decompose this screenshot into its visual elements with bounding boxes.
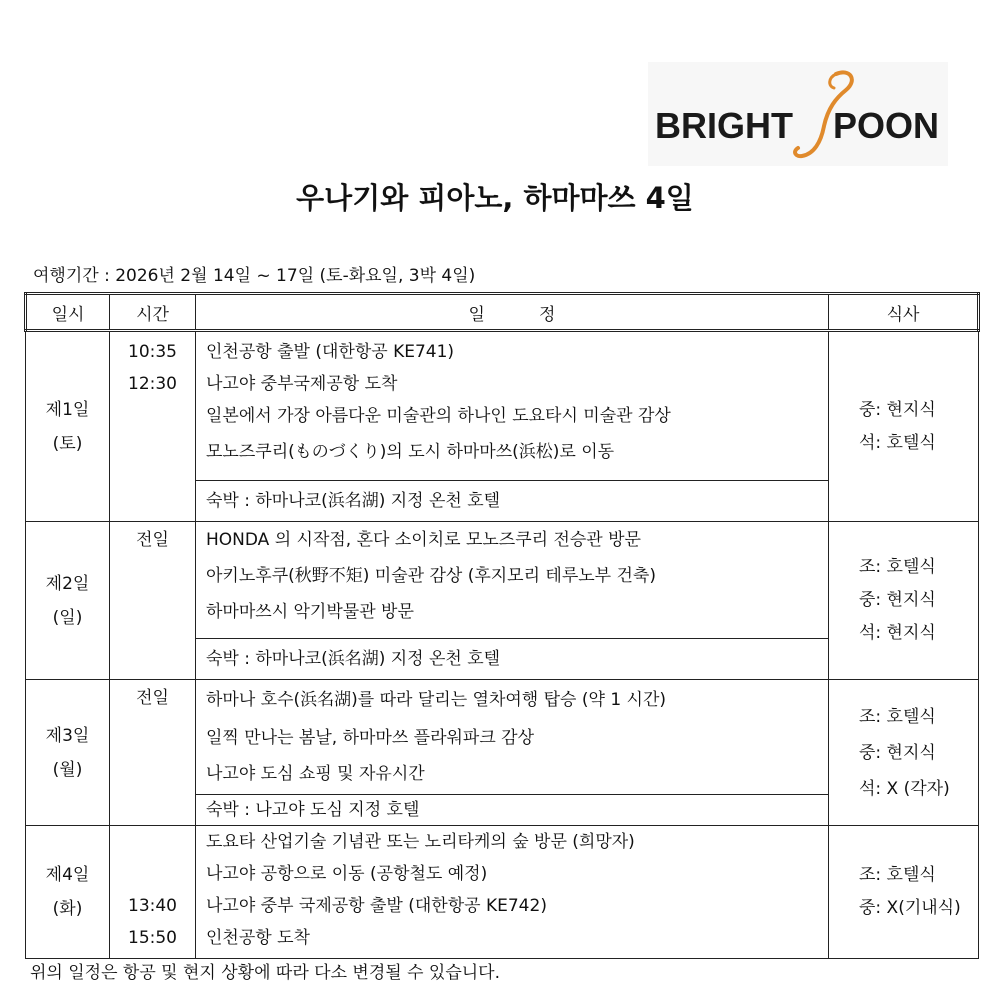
schedule-item: 나고야 공항으로 이동 (공항철도 예정) (206, 864, 488, 884)
day-cell (26, 680, 110, 826)
table-row (26, 331, 979, 481)
meal-item: 석: X (각자) (859, 778, 950, 799)
day-cell (26, 331, 110, 522)
header-meal: 식사 (829, 294, 979, 331)
schedule-cell (196, 522, 829, 639)
time-value: 10:35 (128, 342, 177, 362)
schedule-item: 인천공항 출발 (대한항공 KE741) (206, 342, 455, 362)
footnote: 위의 일정은 항공 및 현지 상황에 따라 다소 변경될 수 있습니다. (30, 963, 500, 983)
schedule-item: 나고야 도심 쇼핑 및 자유시간 (206, 764, 425, 784)
company-logo (648, 62, 948, 166)
time-value: 전일 (136, 530, 169, 550)
page-title: 우나기와 피아노, 하마마쓰 4일 (296, 181, 694, 215)
meal-cell (829, 826, 979, 959)
weekday-label: (월) (52, 759, 83, 780)
time-value: 12:30 (128, 374, 177, 394)
weekday-label: (일) (52, 607, 83, 628)
time-cell (110, 522, 196, 680)
meal-item: 중: 현지식 (859, 399, 936, 420)
logo-wordmark (655, 105, 939, 147)
meal-cell (829, 331, 979, 522)
meal-item: 중: 현지식 (859, 590, 936, 610)
time-value: 15:50 (128, 928, 177, 948)
lodging-text: 숙박 : 하마나코(浜名湖) 지정 온천 호텔 (206, 649, 501, 669)
day-label: 제2일 (45, 573, 90, 594)
lodging-cell (196, 795, 829, 826)
meal-item: 중: 현지식 (859, 742, 936, 763)
schedule-item: 일찍 만나는 봄날, 하마마쓰 플라워파크 감상 (206, 728, 535, 748)
time-cell (110, 826, 196, 959)
schedule-item: 모노즈쿠리(ものづくり)의 도시 하마마쓰(浜松)로 이동 (206, 442, 615, 462)
meal-item: 조: 호텔식 (859, 865, 936, 885)
meal-cell (829, 680, 979, 826)
meal-item: 중: X(기내식) (859, 898, 961, 918)
table-row (26, 680, 979, 795)
header-time: 시간 (110, 294, 196, 331)
day-label: 제1일 (45, 399, 90, 420)
meal-item: 조: 호텔식 (859, 706, 936, 727)
time-cell (110, 331, 196, 522)
schedule-cell (196, 680, 829, 795)
day-cell (26, 522, 110, 680)
time-value (110, 826, 195, 858)
schedule-item: 일본에서 가장 아름다운 미술관의 하나인 도요타시 미술관 감상 (206, 406, 671, 426)
time-cell (110, 680, 196, 826)
weekday-label: (토) (52, 433, 83, 454)
meal-cell (829, 522, 979, 680)
day-label: 제3일 (45, 725, 90, 746)
schedule-item: 인천공항 도착 (206, 928, 310, 948)
meal-item: 석: 현지식 (859, 623, 936, 643)
lodging-text: 숙박 : 하마나코(浜名湖) 지정 온천 호텔 (206, 491, 501, 511)
schedule-cell (196, 331, 829, 481)
schedule-item: 도요타 산업기술 기념관 또는 노리타케의 숲 방문 (희망자) (206, 832, 635, 852)
time-value: 전일 (136, 688, 169, 708)
time-value (110, 858, 195, 890)
schedule-cell (196, 826, 829, 959)
time-value: 13:40 (128, 896, 177, 916)
schedule-item: 하마나 호수(浜名湖)를 따라 달리는 열차여행 탑승 (약 1 시간) (206, 690, 667, 710)
itinerary-table (24, 292, 980, 959)
table-row (26, 522, 979, 639)
meal-item: 석: 호텔식 (859, 432, 936, 453)
schedule-item: 하마마쓰시 악기박물관 방문 (206, 602, 414, 622)
schedule-item: 나고야 중부 국제공항 출발 (대한항공 KE742) (206, 896, 547, 916)
day-cell (26, 826, 110, 959)
lodging-cell (196, 639, 829, 680)
table-row (26, 826, 979, 959)
travel-period: 여행기간 : 2026년 2월 14일 ~ 17일 (토-화요일, 3박 4일) (33, 266, 476, 286)
day-label: 제4일 (45, 865, 90, 885)
lodging-text: 숙박 : 나고야 도심 지정 호텔 (206, 800, 420, 820)
header-schedule: 일 정 (196, 294, 829, 331)
logo-text-poon: POON (833, 105, 940, 146)
table-header-row (26, 294, 979, 331)
lodging-cell (196, 481, 829, 522)
schedule-item: 아키노후쿠(秋野不矩) 미술관 감상 (후지모리 테루노부 건축) (206, 566, 656, 586)
weekday-label: (화) (52, 899, 83, 919)
logo-text-bright: BRIGHT (655, 105, 793, 146)
header-day: 일시 (26, 294, 110, 331)
schedule-item: 나고야 중부국제공항 도착 (206, 374, 398, 394)
schedule-item: HONDA 의 시작점, 혼다 소이치로 모노즈쿠리 전승관 방문 (206, 530, 641, 550)
meal-item: 조: 호텔식 (859, 557, 936, 577)
